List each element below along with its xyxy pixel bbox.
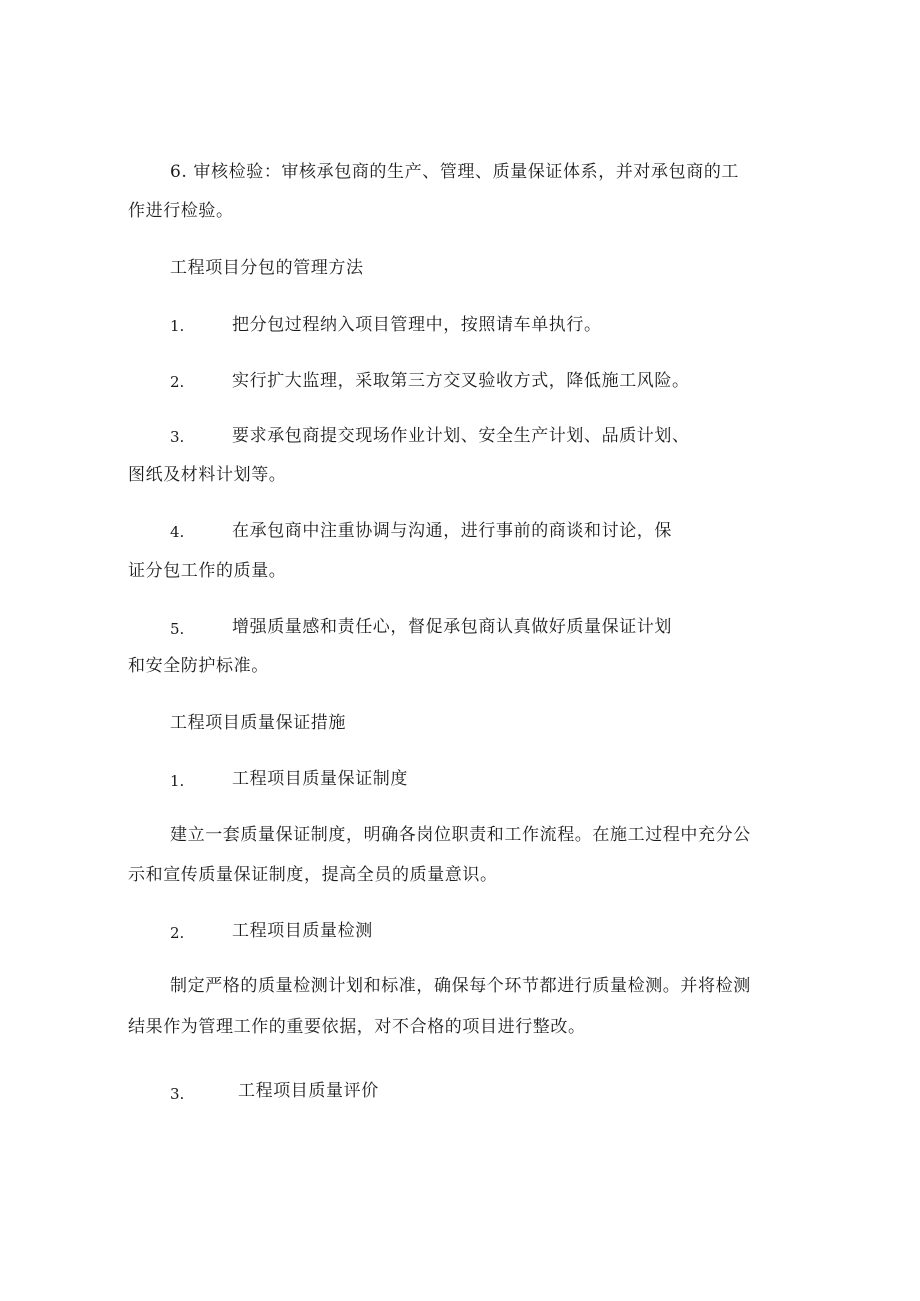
list-item-number: 3. (170, 428, 185, 446)
list-item-text: 实行扩大监理，采取第三方交叉验收方式，降低施工风险。 (232, 371, 690, 391)
item6-line1: 6. 审核检验：审核承包商的生产、管理、质量保证体系，并对承包商的工 (170, 162, 740, 182)
list-item-number: 2. (170, 924, 185, 942)
list-item-number: 4. (170, 523, 185, 541)
list-item-continuation: 和安全防护标准。 (128, 656, 269, 676)
section-title-subcontract-management: 工程项目分包的管理方法 (170, 258, 364, 278)
item6-line2: 作进行检验。 (128, 201, 234, 221)
list-item-number: 1. (170, 772, 185, 790)
list-item-text: 增强质量感和责任心，督促承包商认真做好质量保证计划 (232, 617, 672, 637)
list-item-continuation: 证分包工作的质量。 (128, 561, 287, 581)
paragraph-line: 结果作为管理工作的重要依据，对不合格的项目进行整改。 (128, 1017, 586, 1037)
paragraph-line: 制定严格的质量检测计划和标准，确保每个环节都进行质量检测。并将检测 (170, 976, 751, 996)
paragraph-line: 建立一套质量保证制度，明确各岗位职责和工作流程。在施工过程中充分公 (170, 825, 751, 845)
paragraph-line: 示和宣传质量保证制度，提高全员的质量意识。 (128, 865, 498, 885)
list-item-number: 1. (170, 317, 185, 335)
list-item-text: 把分包过程纳入项目管理中，按照请车单执行。 (232, 315, 602, 335)
list-item-title: 工程项目质量保证制度 (232, 769, 408, 789)
list-item-title: 工程项目质量评价 (238, 1081, 379, 1101)
list-item-text: 在承包商中注重协调与沟通，进行事前的商谈和讨论，保 (232, 521, 672, 541)
section-title-quality-assurance: 工程项目质量保证措施 (170, 713, 346, 733)
list-item-number: 5. (170, 620, 185, 638)
list-item-number: 3. (170, 1085, 185, 1103)
list-item-number: 2. (170, 373, 185, 391)
list-item-continuation: 图纸及材料计划等。 (128, 465, 287, 485)
list-item-text: 要求承包商提交现场作业计划、安全生产计划、品质计划、 (232, 426, 690, 446)
list-item-title: 工程项目质量检测 (232, 921, 373, 941)
